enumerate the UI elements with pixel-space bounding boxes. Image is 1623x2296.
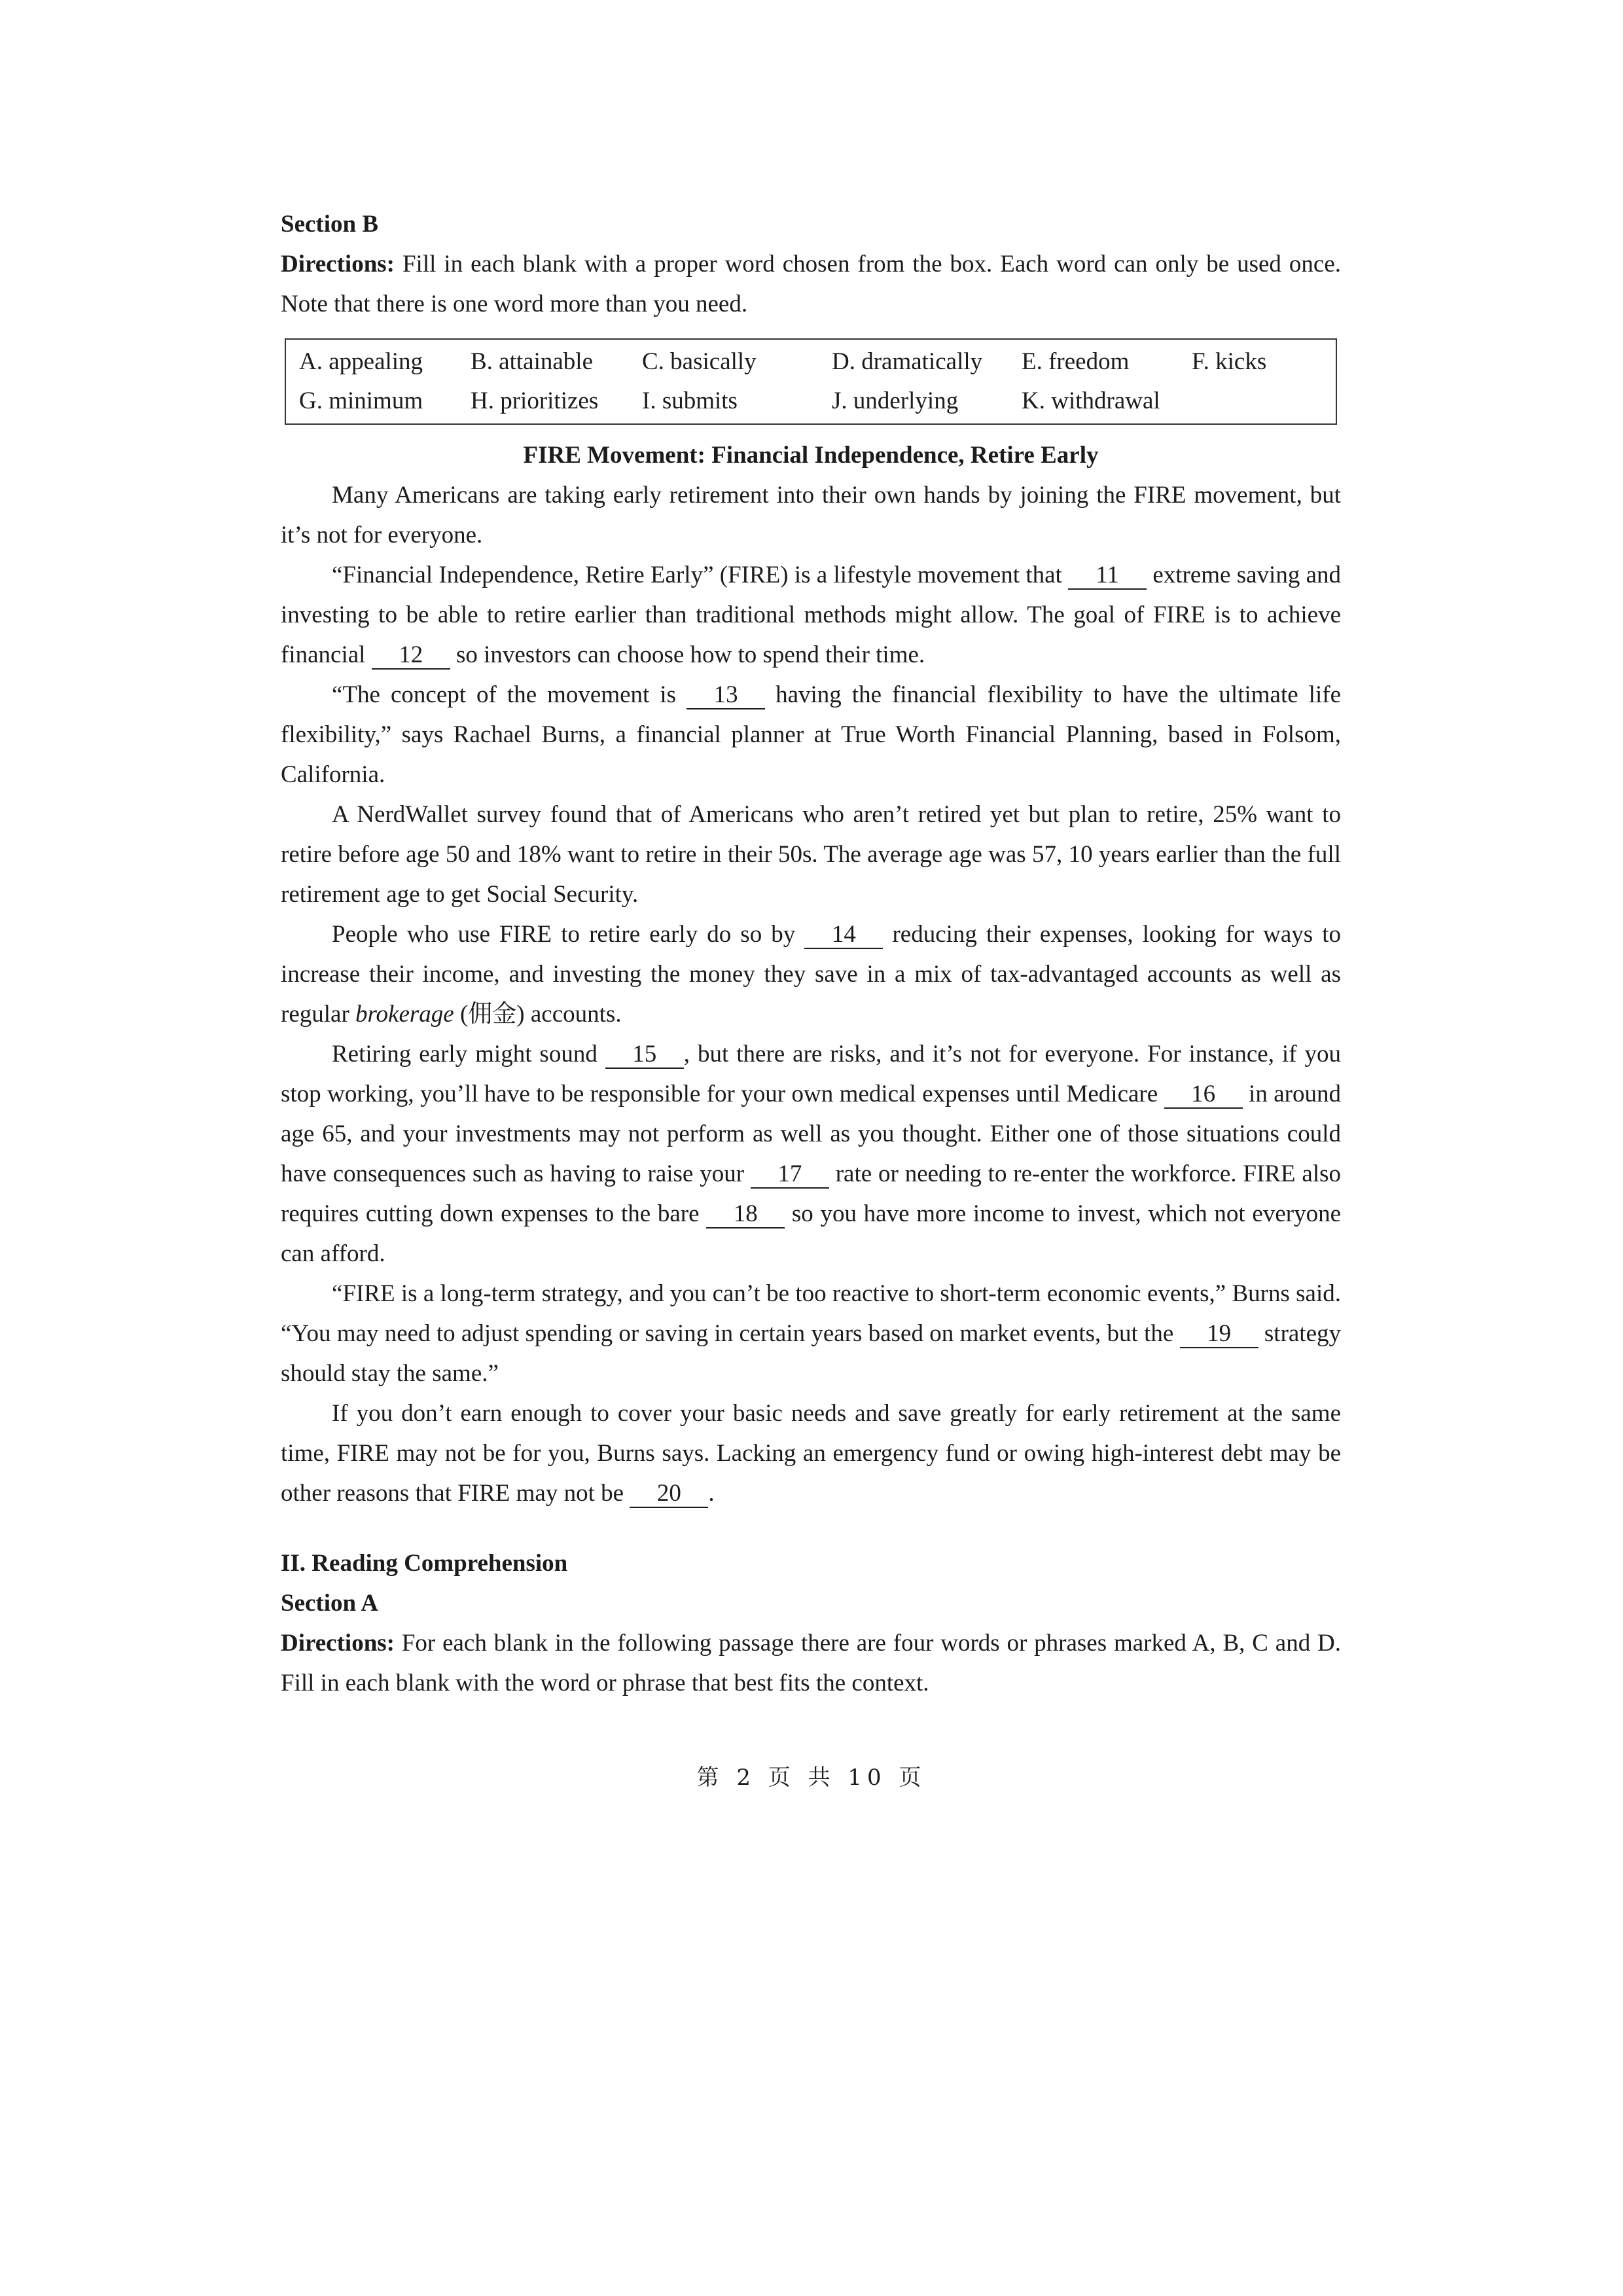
word-option: I. submits — [642, 387, 738, 414]
word-option: F. kicks — [1192, 348, 1267, 375]
text-run: , but there are risks, and it’s not for everyone. For instance, if you stop working, you’ll have to be responsible for your own medical expenses until Medicare — [281, 1041, 1341, 1107]
exam-page — [281, 204, 1341, 1703]
text-run: “Financial Independence, Retire Early” (FIRE) is a lifestyle movement that — [332, 562, 1069, 588]
blank-19[interactable]: 19 — [1180, 1321, 1258, 1348]
section-b-heading: Section B — [281, 211, 379, 238]
word-option-empty — [1192, 382, 1323, 421]
blank-17[interactable]: 17 — [751, 1161, 829, 1189]
text-run: extreme saving and investing to be able to retire earlier than traditional methods might allow. The goal of FIRE is to achieve financial — [281, 562, 1341, 668]
blank-13[interactable]: 13 — [687, 682, 765, 709]
paragraph-8 — [281, 1393, 1341, 1513]
reading-comprehension-heading: II. Reading Comprehension — [281, 1550, 568, 1577]
directions-label: Directions: — [281, 251, 395, 278]
italic-term: brokerage — [355, 1001, 454, 1028]
section-b-directions — [281, 244, 1341, 324]
text-run: so investors can choose how to spend their time. — [450, 641, 925, 668]
word-option: E. freedom — [1022, 348, 1130, 375]
text-run: reducing their expenses, looking for ways to increase their income, and investing the money they save in a mix of tax-advantaged accounts as well as regular — [281, 921, 1342, 1028]
word-option: K. withdrawal — [1022, 387, 1160, 414]
word-box — [285, 338, 1337, 425]
text-run: People who use FIRE to retire early do so by — [332, 921, 805, 948]
section-a-directions — [281, 1623, 1341, 1703]
word-option: D. dramatically — [832, 348, 983, 375]
paragraph-2 — [281, 555, 1341, 675]
directions-text: Fill in each blank with a proper word chosen from the box. Each word can only be used once. Note that there is one word more than you need. — [281, 251, 1341, 317]
paragraph-6 — [281, 1034, 1341, 1274]
word-option: C. basically — [642, 348, 757, 375]
text-run: “FIRE is a long-term strategy, and you can’t be too reactive to short-term economic events,” Burns said. “You may need to adjust spending or saving in certain years based on market events, but the — [281, 1280, 1341, 1347]
directions-label: Directions: — [281, 1630, 395, 1657]
directions-text: For each blank in the following passage there are four words or phrases marked A, B, C and D. Fill in each blank with the word or phrase that best fits the context. — [281, 1630, 1341, 1696]
text-run: (佣金) accounts. — [454, 1001, 622, 1028]
blank-15[interactable]: 15 — [605, 1041, 684, 1069]
text-run: If you don’t earn enough to cover your basic needs and save greatly for early retirement at the same time, FIRE may not be for you, Burns says. Lacking an emergency fund or owing high-interest debt may be other reasons that FIRE may not be — [281, 1400, 1341, 1507]
paragraph-5 — [281, 914, 1341, 1034]
text-run: Retiring early might sound — [332, 1041, 605, 1067]
text-run: “The concept of the movement is — [332, 681, 687, 708]
blank-16[interactable]: 16 — [1164, 1081, 1243, 1109]
blank-18[interactable]: 18 — [706, 1201, 785, 1229]
blank-20[interactable]: 20 — [630, 1480, 708, 1508]
section-a-heading: Section A — [281, 1590, 379, 1617]
paragraph-3 — [281, 675, 1341, 795]
paragraph-1: Many Americans are taking early retirement into their own hands by joining the FIRE movement, but it’s not for everyone. — [281, 482, 1341, 548]
text-run: . — [708, 1480, 715, 1507]
word-option: B. attainable — [471, 348, 593, 375]
word-option: A. appealing — [299, 348, 423, 375]
word-option: H. prioritizes — [471, 387, 599, 414]
passage-title: FIRE Movement: Financial Independence, Retire Early — [523, 442, 1099, 469]
blank-12[interactable]: 12 — [372, 642, 450, 670]
text-run: rate or needing to re-enter the workforce. FIRE also requires cutting down expenses to the bare — [281, 1160, 1341, 1227]
section-spacer — [281, 1513, 1341, 1543]
text-run: in around age 65, and your investments may not perform as well as you thought. Either one of those situations could have consequences such as having to raise your — [281, 1081, 1341, 1187]
word-option: G. minimum — [299, 387, 423, 414]
page-footer: 第 2 页 共 10 页 — [696, 1765, 927, 1791]
blank-11[interactable]: 11 — [1068, 562, 1147, 590]
text-run: having the financial flexibility to have the ultimate life flexibility,” says Rachael Burns, a financial planner at True Worth Financial Planning, based in Folsom, California. — [281, 681, 1341, 788]
text-run: so you have more income to invest, which not everyone can afford. — [281, 1200, 1341, 1267]
paragraph-7 — [281, 1274, 1341, 1393]
text-run: strategy should stay the same.” — [281, 1320, 1342, 1387]
blank-14[interactable]: 14 — [804, 922, 883, 949]
word-option: J. underlying — [832, 387, 959, 414]
paragraph-4: A NerdWallet survey found that of Americans who aren’t retired yet but plan to retire, 25% want to retire before age 50 and 18% want to retire in their 50s. The average age was 57, 10 years earlier than the full retirement age to get Social Security. — [281, 801, 1341, 908]
